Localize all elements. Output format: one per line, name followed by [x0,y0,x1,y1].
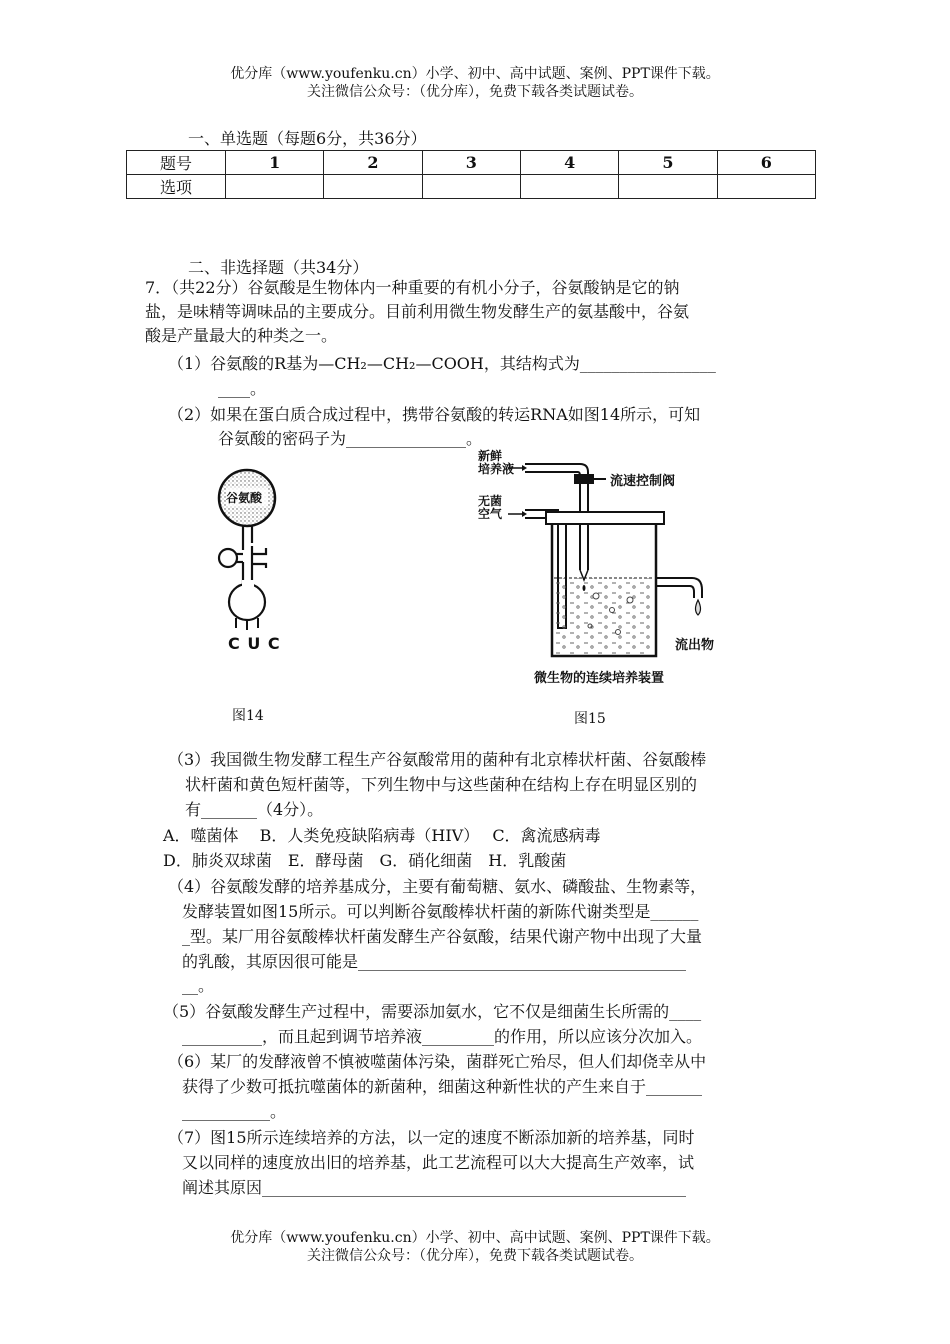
q7-part4-line: _型。某厂用谷氨酸棒状杆菌发酵生产谷氨酸，结果代谢产物中出现了大量 [182,927,703,946]
q7-part6-line: 获得了少数可抵抗噬菌体的新菌种，细菌这种新性状的产生来自于_______ [182,1077,703,1096]
q7-part4-line: （4）谷氨酸发酵的培养基成分，主要有葡萄糖、氨水、磷酸盐、生物素等， [168,877,707,896]
q7-part1-line: （1）谷氨酸的R基为—CH₂—CH₂—COOH，其结构式为_________________ [168,354,716,373]
section-1-title: 一、单选题（每题6分，共36分） [188,129,427,148]
fresh-medium-label [478,450,514,476]
q7-part6-line: （6）某厂的发酵液曾不慎被噬菌体污染，菌群死亡殆尽，但人们却侥幸从中 [168,1052,707,1071]
header-line-2: 关注微信公众号：（优分库），免费下载各类试题试卷。 [307,84,643,100]
footer-line-2: 关注微信公众号：（优分库），免费下载各类试题试卷。 [307,1248,643,1264]
trna-amino-acid-label: 谷氨酸 [226,491,263,505]
fresh-label-line: 培养液 [478,462,515,476]
table-row [127,151,816,175]
answer-cell[interactable] [717,175,815,199]
answer-cell[interactable] [520,175,618,199]
answer-cell[interactable] [619,175,717,199]
section-2-title: 二、非选择题（共34分） [188,258,369,277]
q7-part4-line: __。 [182,976,215,995]
question-number: 4 [520,151,618,175]
figure-14-caption: 图14 [232,708,264,724]
question-number: 6 [717,151,815,175]
q7-part2-line: 谷氨酸的密码子为_______________。 [218,429,483,448]
q7-part3-line: 状杆菌和黄色短杆菌等，下列生物中与这些菌种在结构上存在明显区别的 [185,775,698,794]
fresh-label-line: 新鲜 [478,449,503,463]
figure-15-caption: 图15 [574,711,606,727]
question-number: 2 [324,151,422,175]
q7-part7-line: 阐述其原因_____________________________________________________ [182,1178,687,1197]
footer-line-1: 优分库（www.youfenku.cn）小学、初中、高中试题、案例、PPT课件下载。 [230,1230,720,1246]
table-row [127,175,816,199]
q7-part4-line: 的乳酸，其原因很可能是_________________________________________ [182,952,687,971]
q7-options-line: D．肺炎双球菌 E．酵母菌 G．硝化细菌 H．乳酸菌 [163,851,567,870]
question-number: 5 [619,151,717,175]
air-label-line: 无菌 [478,494,503,508]
outflow-label: 流出物 [675,638,715,653]
flow-valve-label: 流速控制阀 [610,474,676,489]
q7-intro-line: 盐，是味精等调味品的主要成分。目前利用微生物发酵生产的氨基酸中，谷氨 [145,302,690,321]
answer-cell[interactable] [226,175,324,199]
q7-part5-line: （5）谷氨酸发酵生产过程中，需要添加氨水，它不仅是细菌生长所需的____ [163,1002,702,1021]
header-line-1: 优分库（www.youfenku.cn）小学、初中、高中试题、案例、PPT课件下载。 [230,66,720,82]
row-label-number: 题号 [127,151,226,175]
device-label: 微生物的连续培养装置 [534,671,665,686]
q7-part6-line: ___________。 [182,1102,287,1121]
q7-intro-line: 7．（共22分）谷氨酸是生物体内一种重要的有机小分子，谷氨酸钠是它的钠 [145,278,680,297]
answer-cell[interactable] [422,175,520,199]
q7-part3-line: （3）我国微生物发酵工程生产谷氨酸常用的菌种有北京棒状杆菌、谷氨酸棒 [168,750,707,769]
figure-15-apparatus [470,450,740,690]
q7-options-line: A．噬菌体 B．人类免疫缺陷病毒（HIV） C．禽流感病毒 [163,826,601,845]
row-label-option: 选项 [127,175,226,199]
trna-anticodon-label: C U C [228,634,281,653]
question-number: 1 [226,151,324,175]
q7-part7-line: 又以同样的速度放出旧的培养基，此工艺流程可以大大提高生产效率，试 [182,1153,695,1172]
q7-part4-line: 发酵装置如图15所示。可以判断谷氨酸棒状杆菌的新陈代谢类型是______ [182,902,699,921]
q7-part2-line: （2）如果在蛋白质合成过程中，携带谷氨酸的转运RNA如图14所示，可知 [168,405,701,424]
q7-part3-line: 有_______（4分）。 [185,800,324,819]
q7-part5-line: __________，而且起到调节培养液_________的作用，所以应该分次加入。 [182,1027,703,1046]
q7-intro-line: 酸是产量最大的种类之一。 [145,326,338,345]
q7-part1-line: ____。 [218,379,267,398]
flow-valve [574,474,594,484]
answer-cell[interactable] [324,175,422,199]
air-label-line: 空气 [478,507,503,521]
question-number: 3 [422,151,520,175]
answer-table [126,150,816,199]
q7-part7-line: （7）图15所示连续培养的方法，以一定的速度不断添加新的培养基，同时 [168,1128,695,1147]
sterile-air-label [478,495,502,521]
